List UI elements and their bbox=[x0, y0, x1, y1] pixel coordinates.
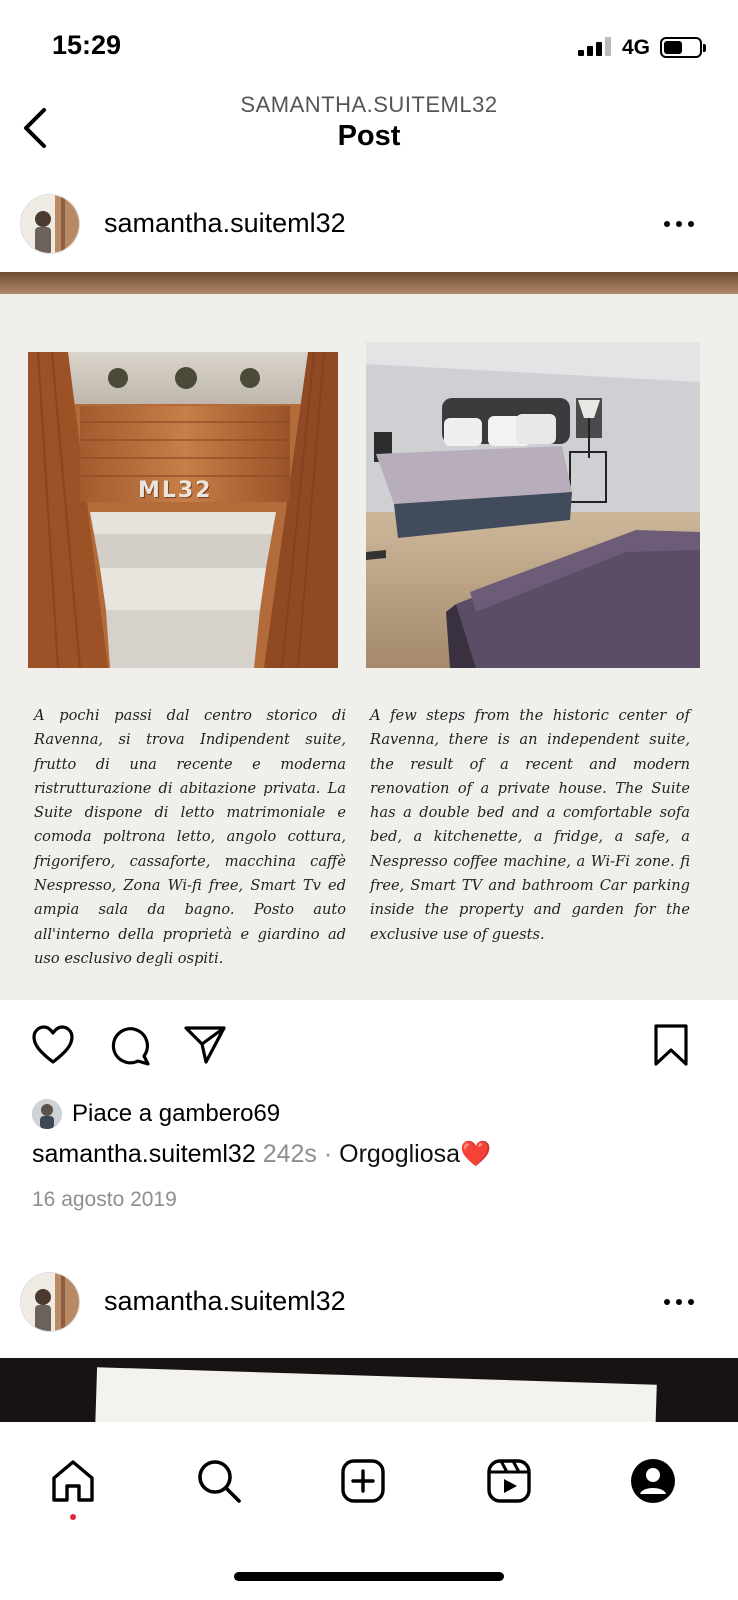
heart-emoji: ❤️ bbox=[460, 1140, 492, 1168]
next-post-header bbox=[0, 1266, 738, 1340]
status-bar bbox=[0, 0, 738, 90]
heart-icon bbox=[30, 1022, 76, 1068]
next-post-avatar[interactable] bbox=[20, 1272, 80, 1332]
caption-italian: A pochi passi dal centro storico di Ravenna, si trova Indipendent suite, frutto di una recente e moderna ristrutturazione di abitazione privata. La Suite dispone di letto matrimoniale e comoda poltrona letto, angolo cottura, frigorifero, cassaforte, macchina caffè Nespresso, Zona Wi-fi free, Smart Tv ed ampia sala da bagno. Posto auto all'interno della proprietà e giardino ad uso esclusivo degli ospiti. bbox=[34, 707, 346, 967]
caption-text: Orgogliosa bbox=[339, 1140, 461, 1168]
signal-icon bbox=[578, 36, 616, 56]
caption-english: A few steps from the historic center of Ravenna, there is an independent suite, the result of a recent and modern renovation of a private house. The Suite has a double bed and a comfortable sofa bed, a kitchenette, a fridge, a safe, a Nespresso coffee machine, a Wi-Fi zone. fi free, Smart TV and bathroom Car parking inside the property and garden for the exclusive use of guests. bbox=[370, 707, 690, 943]
share-button[interactable] bbox=[182, 1022, 228, 1068]
search-icon bbox=[194, 1456, 244, 1506]
status-time: 15:29 bbox=[52, 30, 122, 60]
notification-dot bbox=[70, 1514, 76, 1520]
share-icon bbox=[182, 1022, 228, 1068]
liker-avatar bbox=[32, 1099, 62, 1129]
home-indicator bbox=[234, 1572, 504, 1581]
post-caption bbox=[32, 1140, 491, 1169]
network-label: 4G bbox=[622, 36, 651, 59]
nav-account-name: SAMANTHA.SUITEML32 bbox=[240, 92, 498, 117]
likes-user[interactable]: gambero69 bbox=[158, 1100, 281, 1127]
likes-row[interactable] bbox=[32, 1096, 280, 1132]
battery-icon bbox=[660, 37, 702, 58]
next-post-image[interactable] bbox=[0, 1358, 738, 1422]
tab-create[interactable] bbox=[338, 1456, 388, 1506]
bookmark-icon bbox=[648, 1022, 694, 1068]
bookmark-button[interactable] bbox=[648, 1022, 694, 1068]
comment-button[interactable] bbox=[106, 1022, 152, 1068]
next-more-options-icon[interactable] bbox=[664, 1290, 704, 1314]
create-icon bbox=[338, 1456, 388, 1506]
like-button[interactable] bbox=[30, 1022, 76, 1068]
post-header bbox=[0, 188, 738, 262]
next-post-username[interactable]: samantha.suiteml32 bbox=[104, 1286, 346, 1316]
likes-prefix: Piace a bbox=[72, 1100, 159, 1127]
page-title: Post bbox=[337, 120, 401, 152]
post-date: 16 agosto 2019 bbox=[32, 1188, 177, 1211]
comment-icon bbox=[106, 1022, 152, 1068]
more-options-icon[interactable] bbox=[664, 212, 704, 236]
tab-home[interactable] bbox=[48, 1456, 98, 1506]
stairs-photo bbox=[28, 352, 338, 668]
image-top-band bbox=[0, 272, 738, 294]
profile-icon bbox=[628, 1456, 678, 1506]
tab-profile[interactable] bbox=[628, 1456, 678, 1506]
caption-separator: · bbox=[316, 1140, 340, 1168]
reels-icon bbox=[484, 1456, 534, 1506]
post-image[interactable] bbox=[0, 272, 738, 1000]
likes-text bbox=[72, 1100, 280, 1128]
post-username[interactable]: samantha.suiteml32 bbox=[104, 208, 346, 238]
bottom-tab-bar bbox=[0, 1422, 738, 1600]
caption-username[interactable]: samantha.suiteml32 bbox=[32, 1140, 256, 1168]
avatar[interactable] bbox=[20, 194, 80, 254]
tab-search[interactable] bbox=[194, 1456, 244, 1506]
caption-time: 242s bbox=[262, 1140, 317, 1168]
home-icon bbox=[48, 1456, 98, 1506]
tab-reels[interactable] bbox=[484, 1456, 534, 1506]
stairs-sign-text: ML32 bbox=[138, 478, 213, 503]
bedroom-photo bbox=[366, 342, 700, 668]
